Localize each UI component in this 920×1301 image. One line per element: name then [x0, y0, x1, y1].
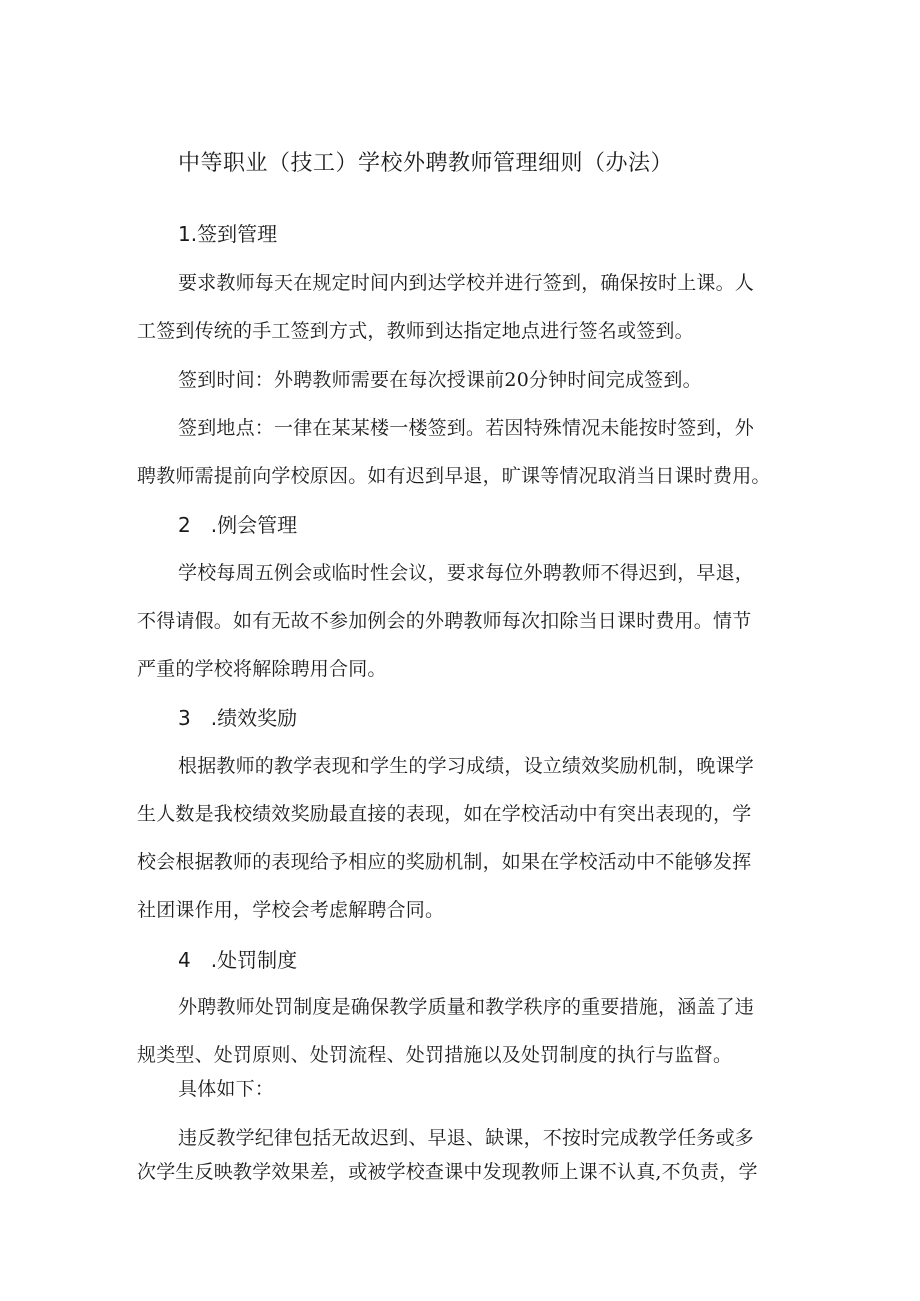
section-heading-meeting: 2 .例会管理 [178, 513, 298, 537]
paragraph-line: 签到时间：外聘教师需要在每次授课前20分钟时间完成签到。 [178, 369, 702, 391]
paragraph-line: 签到地点：一律在某某楼一楼签到。若因特殊情况未能按时签到，外 [178, 417, 755, 439]
paragraph-line: 社团课作用，学校会考虑解聘合同。 [137, 899, 445, 921]
paragraph-line: 工签到传统的手工签到方式，教师到达指定地点进行签名或签到。 [137, 320, 694, 342]
section-heading-performance: 3 .绩效奖励 [178, 706, 298, 730]
paragraph-line: 不得请假。如有无故不参加例会的外聘教师每次扣除当日课时费用。情节 [137, 610, 752, 632]
paragraph-line: 要求教师每天在规定时间内到达学校并进行签到，确保按时上课。人 [178, 272, 755, 294]
paragraph-line: 规类型、处罚原则、处罚流程、处罚措施以及处罚制度的执行与监督。 [137, 1044, 733, 1066]
paragraph-line: 学校每周五例会或临时性会议，要求每位外聘教师不得迟到，早退， [178, 562, 755, 584]
section-heading-penalty: 4 .处罚制度 [178, 948, 298, 972]
paragraph-line: 生人数是我校绩效奖励最直接的表现，如在学校活动中有突出表现的，学 [137, 803, 752, 825]
paragraph-line: 具体如下： [178, 1078, 275, 1100]
paragraph-line: 次学生反映教学效果差，或被学校查课中发现教师上课不认真,不负责，学 [137, 1161, 758, 1183]
paragraph-line: 聘教师需提前向学校原因。如有迟到早退，旷课等情况取消当日课时费用。 [137, 465, 771, 487]
section-heading-sign-in: 1.签到管理 [178, 222, 278, 246]
paragraph-line: 校会根据教师的表现给予相应的奖励机制，如果在学校活动中不能够发挥 [137, 851, 752, 873]
paragraph-line: 严重的学校将解除聘用合同。 [137, 658, 387, 680]
paragraph-line: 外聘教师处罚制度是确保教学质量和教学秩序的重要措施，涵盖了违 [178, 996, 755, 1018]
paragraph-line: 根据教师的教学表现和学生的学习成绩，设立绩效奖励机制，晚课学 [178, 755, 755, 777]
document-title: 中等职业（技工）学校外聘教师管理细则（办法） [178, 151, 674, 176]
paragraph-line: 违反教学纪律包括无故迟到、早退、缺课，不按时完成教学任务或多 [178, 1127, 755, 1149]
